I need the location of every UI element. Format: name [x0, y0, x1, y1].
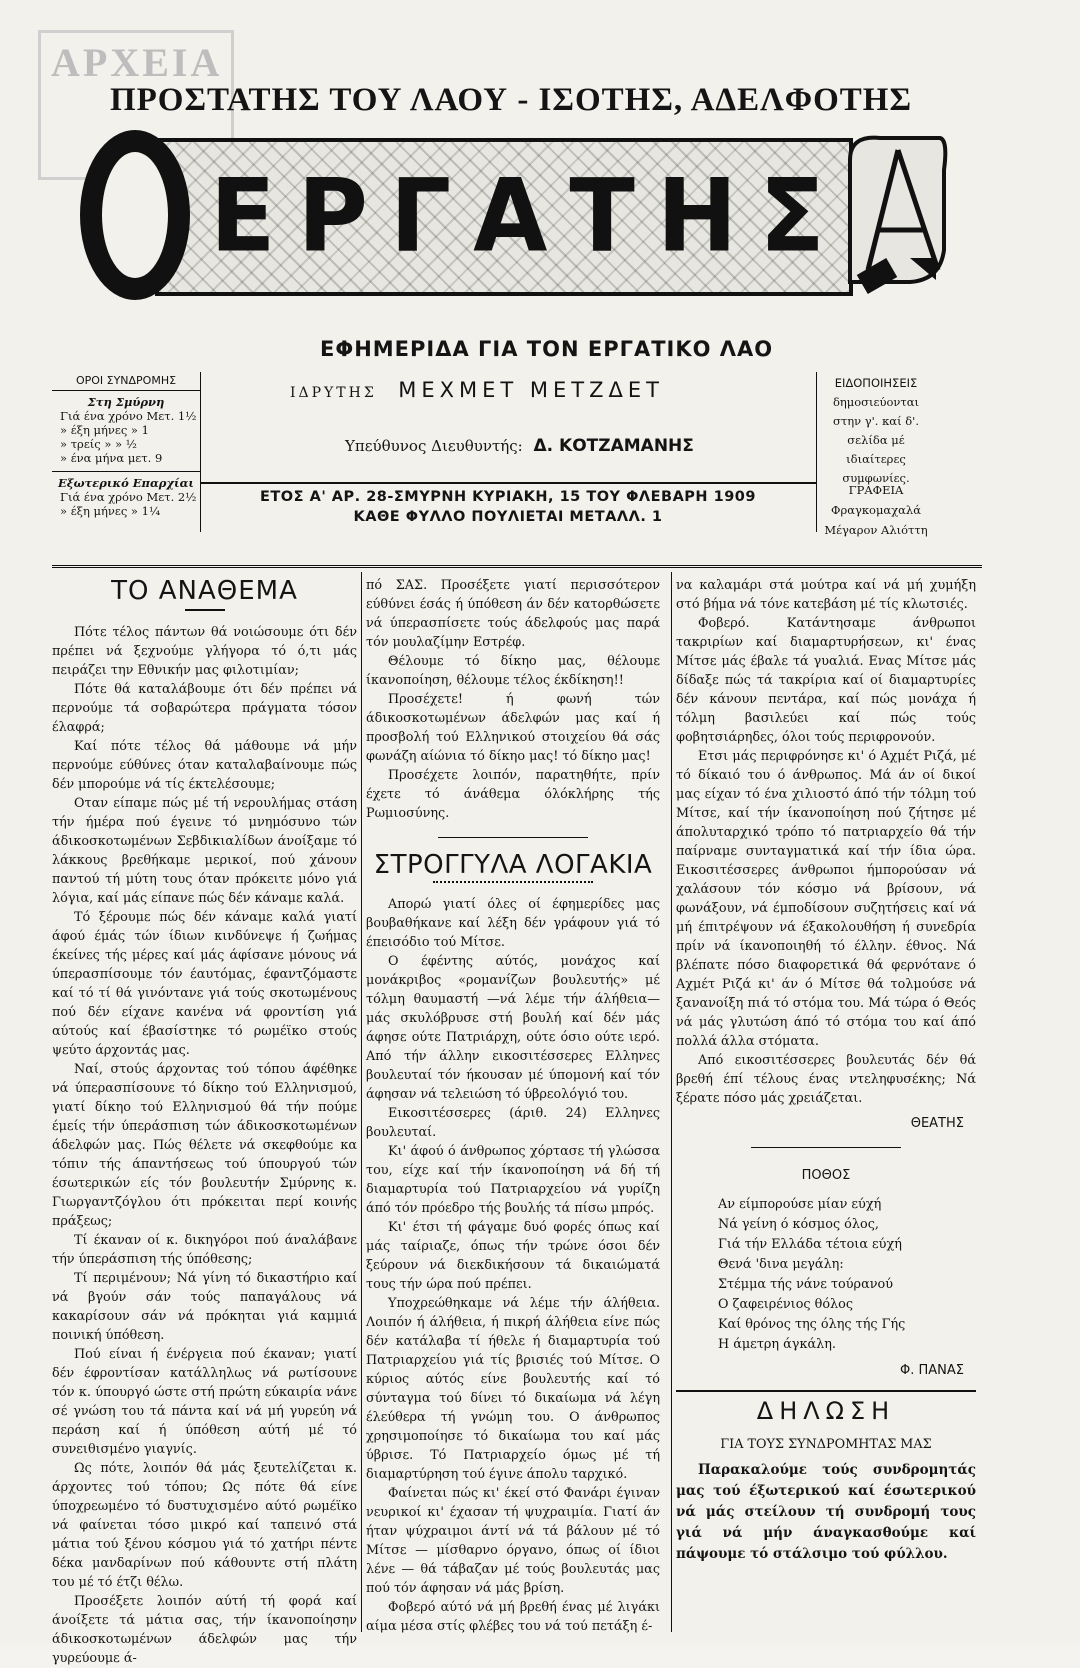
article-signature: ΘΕΑΤΗΣ [910, 1116, 964, 1131]
column-3 [676, 576, 976, 1565]
subscription-foreign-title: Εξωτερικό Επαρχίαι [58, 476, 194, 490]
poem-title: ΠΟΘΟΣ [801, 1168, 851, 1183]
column-divider [671, 572, 672, 1632]
article-paragraph: Προσέξετε λοιπόν αύτή τή φορά καί άνοίξετε τά μάτια σας, τήν ίκανοποίησην άδικοσκοτωμένων άδελφών μας τήν γυρεύουμε ά- [52, 1594, 357, 1666]
declaration-body: Παρακαλούμε τούς συνδρομητάς μας τού έξωτερικού καί έσωτερικού νά μάς στείλουν τή συνδρομή τους γιά νά μήν άναγκασθούμε καί πάψουμε τό στάλσιμο τού φύλλου. [676, 1462, 976, 1562]
article-paragraph: Πότε θά καταλάβουμε ότι δέν πρέπει νά περνούμε τά σοβαρώτερα πράγματα τόσον έλαφρά; [52, 682, 357, 735]
title-ornament [433, 881, 593, 883]
poem-line: Καί θρόνος της όλης τής Γής [718, 1317, 906, 1332]
subscription-row: Γιά ένα χρόνο Μετ. 2½ [60, 490, 197, 504]
offices-line: Μέγαρον Αλιόττη [824, 523, 928, 537]
founder-label: ΙΔΡΥΤΗΣ [290, 385, 377, 401]
article-paragraph: Τό ξέρουμε πώς δέν κάναμε καλά γιατί άφού έμάς τών ίδιων κινδύνεψε ή ζωήμας έκείνες τής μέρες καί μάς άφίσανε μόνους νά ύπερασπίσουμε τόν έαυτόμας, έφαντζόμαστε καί τό τί θά γινόντανε γιά τούς σκοτωμένους πού δέν είχανε κανένα νά φροντίση γιά αύτούς καί έβασίστηκε τό ρωμέϊκο στούς ψεύτο άρχοντάς μας. [52, 910, 357, 1058]
column-1 [52, 576, 357, 1668]
article-paragraph: Τί περιμένουν; Νά γίνη τό δικαστήριο καί νά βγούν σάν τούς παπαγάλους νά κακαρίσουν σάν νά πρόκηται γιά καμμιά ποινική ύπόθεση. [52, 1271, 357, 1343]
article-paragraph: Ως πότε, λοιπόν θά μάς ξευτελίζεται κ. άρχοντες τού τόπου; Ως πότε θά είνε ύποχρεωμένο τό δυστυχισμένο αύτό ρωμέϊκο νά φαίνεται τόσο μικρό καί ταπεινό στά μάτια τού ξένου κόσμου γιά τό χατήρι πέντε δέκα μανδαρίνων πού κάθουντε στή πλάτη του μέ τό έτζι θέλω. [52, 1461, 357, 1590]
poem-line: Η άμετρη άγκάλη. [718, 1337, 836, 1352]
article-paragraph: Υποχρεώθηκαμε νά λέμε τήν άλήθεια. Λοιπόν ή άλήθεια, ή πικρή άλήθεια είνε πώς δέν κατάλαβα τί ήθελε ή διαμαρτυρία τού Πατριαρχείου γιά τίς βρισιές τού Μίτσε. Ο κύριος αύτός είνε βουλευτής καί τό σύνταγμα τού δίνει τό δικαίωμα νά λέγη έλεύθερα τή γνώμη του. Ο άνθρωπος χρησιμοποίησε τό δικαίωμα του καί μάς ύβρισε. Τό Πατριαρχείο όμως μέ τή διαμαρτύρηση τού έγινε άπολυ ταρχικό. [366, 1296, 660, 1482]
issue-price: ΚΑΘΕ ΦΥΛΛΟ ΠΟΥΛΙΕΤΑΙ ΜΕΤΑΛΛ. 1 [353, 509, 663, 525]
article-paragraph: Φοβερό. Κατάντησαμε άνθρωποι τακριρίων καί διαμαρτυρήσεων, κι' ένας Μίτσε μάς έβαλε τά γυαλιά. Ενας Μίτσε μάς δίδαξε πώς τά τακρίρια καί οί διαμαρτυρίες δέν κάνουν πεντάρα, καί πώς μονάχα ή τόλμη βασιλεύει καί πώς τούς φοβητσιάρηδες, όλοι τούς περιφρονούν. [676, 616, 976, 745]
issue-rule [200, 482, 816, 484]
issue-date: ΕΤΟΣ Α' ΑΡ. 28-ΣΜΥΡΝΗ ΚΥΡΙΑΚΗ, 15 ΤΟΥ ΦΛΕΒΑΡΗ 1909 [260, 489, 756, 505]
column-2 [366, 576, 660, 1636]
article-paragraph: Τί έκαναν οί κ. δικηγόροι πού άναλάβανε τήν ύπεράσπιση τής ύπόθεσης; [52, 1233, 357, 1267]
article-title: ΤΟ ΑΝΑΘΕΜΑ [111, 576, 298, 606]
article-title: ΣΤΡΟΓΓΥΛΑ ΛΟΓΑΚΙΑ [373, 850, 653, 880]
article-paragraph: Ο έφέντης αύτός, μονάχος καί μονάκριβος «ρομανίζων βουλευτής» μέ τόλμη θαυμαστή —νά λέμε τήν άλήθεια— μάς σκυλόβρυσε στή βουλή καί δέν μάς άφησε ούτε Πατριάρχη, ούτε όσιο ούτε ιερό. Από τήν άλλην εικοσιτέσσερες Ελληνες βουλευταί τόν ήκουσαν μέ ύπομονή καί τόν άφησαν νά τελειώση τό ύβρεολόγιό του. [366, 954, 660, 1102]
subscription-row: » έξη μήνες » 1 [60, 423, 149, 437]
director-name: Δ. ΚΟΤΖΑΜΑΝΗΣ [533, 436, 694, 456]
newspaper-subtitle: ΕΦΗΜΕΡΙΔΑ ΓΙΑ ΤΟΝ ΕΡΓΑΤΙΚΟ ΛΑΟ [320, 337, 774, 361]
article-paragraph: Οταν είπαμε πώς μέ τή νερουλήμας στάση τήν ήμέρα πού έγεινε τό μνημόσυνο τών άδικοσκοτωμένων Σεβδικιαλίδων άνοίξαμε τό λάκκους βρεθήκαμε μερικοί, πού χάνουν παντού τή μύτη τους όταν πρόκειτε μόνο γιά λόγια, καί μάς είπανε πώς δέν κάναμε καλά. [52, 796, 357, 906]
article-paragraph: πό ΣΑΣ. Προσέξετε γιατί περισσότερον εύθύνει έσάς ή ύπόθεση άν δέν κατορθώσετε νά ύπερασπίσετε τούς άδελφούς μας παρά τόν μουλαζίμην Εστρέφ. [366, 578, 660, 650]
subscription-local-title: Στη Σμύρνη [87, 395, 165, 409]
declaration-recipient: ΓΙΑ ΤΟΥΣ ΣΥΝΔΡΟΜΗΤΑΣ ΜΑΣ [720, 1437, 932, 1452]
notices-header: ΕΙΔΟΠΟΙΗΣΕΙΣ [834, 376, 918, 390]
poem-line: Αν είμπορούσε μίαν εύχή [718, 1197, 882, 1212]
article-paragraph: Θέλουμε τό δίκηο μας, θέλουμε ίκανοποίηση, θέλουμε τέλος έκδίκηση!! [366, 654, 660, 688]
article-paragraph: Απορώ γιατί όλες οί έφημερίδες μας βουβαθήκανε καί λέξη δέν γράφουν γιά τό έπεισόδιο τού Μίτσε. [366, 897, 660, 950]
article-paragraph: Εικοσιτέσσερες (άριθ. 24) Ελληνες βουλευταί. [366, 1106, 660, 1140]
director-label: Υπεύθυνος Διευθυντής: [345, 437, 523, 455]
director-line [345, 436, 694, 456]
issue-info [200, 487, 816, 527]
offices-box [820, 480, 932, 540]
header-divider [816, 372, 817, 532]
masthead-title: ΕΡΓΑΤΗΣ [210, 157, 847, 275]
masthead-logo [80, 130, 950, 320]
article-paragraph: Ναί, στούς άρχοντας τού τόπου άφέθηκε νά ύπερασπίσουνε τό δίκηο τού Ελληνισμού, γιατί δίκηο τού Ελληνισμού θά τήν πούμε έμείς τήν ύπεράσπιση τών άδικοσκοτωμένων άδελφών μας. Πώς θέλετε νά σκεφθούμε κα τόπιν τής άπαντήσεως τού ύπουργού τών έσωτερικών είς τόν βουλευτήν Σμύρνης κ. Γιωργαντζόγλου ότι πρόκειται περί κοινής πράξεως; [52, 1062, 357, 1229]
article-divider [751, 1147, 901, 1148]
archive-stamp-text: ΑΡΧΕΙΑ [51, 40, 223, 85]
article-paragraph: Καί πότε τέλος θά μάθουμε νά μήν περνούμε εύθύνες όταν καταλαβαίνουμε πώς δέν μπορούμε νά τίς έκτελέσουμε; [52, 739, 357, 792]
article-paragraph: Πού είναι ή ένέργεια πού έκαναν; γιατί δέν έφροντίσαν κατάλληλως νά ρωτίσουνε τόν κ. ύπουργό ώστε στή πρώτη εύκαιρία νάνε σέ γνώση του τά πάντα καί νά μή γυρεύη νά περάση καί ή ύπόθεση αύτή μέ τό συνειθισμένο γιαγνίς. [52, 1347, 357, 1457]
poem-line: Θενά 'δινα μεγάλη: [718, 1257, 844, 1272]
title-dash [185, 609, 225, 611]
subscription-row: Γιά ένα χρόνο Μετ. 1½ [60, 409, 197, 423]
subscription-row: » τρείς » » ½ [60, 437, 137, 451]
compass-square-icon [840, 130, 950, 305]
article-paragraph: Ετσι μάς περιφρόνησε κι' ό Αχμέτ Ριζά, μέ τό δίκαιό του ό άνθρωπος. Μά άν οί δικοί μας είχαν τό ένα χιλιοστό άπό τήν τόλμη τού Μίτσε, καί τήν ίκανοποίηση πού ζήτησε μέ άπολυταρχικό τρόπο τό πατριαρχείο θά τήν παίρναμε συνταγματικά καί τήν ίδια ώρα. Εικοσιτέσσερες άνθρωποι ήμπορούσαν νά χαλάσουν τόν κόσμο νά βρίσουν, νά φωνάξουν, νά έμποδίσουν συζητήσεις καί νά μή έπιτρέψουν νά έξακολουθήση ή συνεδρία πρίν νά ίκανοποιηθή τό έλλην. έθνος. Νά βλέπατε πόσο διαφορετικά θά φερνότανε ό Αχμέτ Ριζά κι' άν ό Μίτσε θά τολμούσε νά ξανανοίξη πιά τό στόμα του. Μά τώρα ό Θεός νά μάς γλυτώση άπό τό στόμα του καί άπό πολλά άλλα στόματα. [676, 749, 976, 1049]
article-paragraph: Προσέχετε λοιπόν, παρατηθήτε, πρίν έχετε τό άνάθεμα όλόκλήρης τής Ρωμιοσύνης. [366, 768, 660, 821]
subscription-terms [52, 374, 200, 518]
article-paragraph: Φοβερό αύτό νά μή βρεθή ένας μέ λιγάκι αίμα μέσα στίς φλέβες του νά τού πετάξη έ- [366, 1600, 660, 1634]
masthead-initial [80, 130, 190, 300]
subscription-row: » έξη μήνες » 1¼ [60, 504, 161, 518]
poem-body [676, 1195, 976, 1355]
section-rule [676, 1390, 976, 1392]
column-divider [361, 572, 362, 1632]
poem-line: Στέμμα τής νάνε τούρανού [718, 1277, 893, 1292]
offices-header: ΓΡΑΦΕΙΑ [848, 483, 904, 497]
offices-line: Φραγκομαχαλά [831, 503, 921, 517]
article-paragraph: Πότε τέλος πάντων θά νοιώσουμε ότι δέν πρέπει νά ξεχνούμε γλήγορα τό ό,τι μάς πειράζει την Εθνικήν μας φιλοτιμίαν; [52, 625, 357, 678]
poem-line: Γιά τήν Ελλάδα τέτοια εύχή [718, 1237, 902, 1252]
subscription-header: ΟΡΟΙ ΣΥΝΔΡΟΜΗΣ [52, 374, 200, 391]
founder-line [290, 378, 664, 402]
article-paragraph: να καλαμάρι στά μούτρα καί νά μή χυμήξη στό βήμα νά τόνε κατεβάση μέ τίς κλωτσιές. [676, 578, 976, 612]
subscription-row: » ένα μήνα μετ. 9 [60, 451, 163, 465]
declaration-title: ΔΗΛΩΣΗ [756, 1397, 896, 1425]
founder-name: ΜΕΧΜΕΤ ΜΕΤΖΔΕΤ [398, 378, 664, 402]
masthead-motto: ΠΡΟΣΤΑΤΗΣ ΤΟΥ ΛΑΟΥ - ΙΣΟΤΗΣ, ΑΔΕΛΦΟΤΗΣ [109, 82, 913, 118]
article-paragraph: Φαίνεται πώς κι' έκεί στό Φανάρι έγιναν νευρικοί κι' έχασαν τή ψυχραιμία. Γιατί άν ήταν ψύχραιμοι άντί νά τά βάλουν μέ τό Μίτσε — μίσθαρνο όργανο, όπως οί ίδιοι λένε — θά τάβαζαν μέ τούς βουλευτάς μας πού τόν άφησαν νά μάς βρίση. [366, 1486, 660, 1596]
poem-line: Ο ζαφειρένιος θόλος [718, 1297, 854, 1312]
article-paragraph: Κι' άφού ό άνθρωπος χόρτασε τή γλώσσα του, είχε καί τήν ίκανοποίηση νά δή τή διαμαρτυρία τού Πατριαρχείου νά γυρίζη άπό τόν πρόεδρο τής βουλής τά πίσω μπρός. [366, 1144, 660, 1216]
article-paragraph: Προσέχετε! ή φωνή τών άδικοσκοτωμένων άδελφών μας καί ή προσβολή τού Ελληνικού στοιχείου θά σάς φωνάζη αίώνια τό δίκηο μας! τό δίκηο μας! [366, 692, 660, 764]
notices-text: δημοσιεύονται στην γ'. καί δ'. σελίδα μέ ιδιαίτερες συμφωνίες. [832, 395, 920, 485]
masthead-rule [52, 565, 982, 568]
subscription-divider [52, 471, 200, 472]
notices-box [820, 374, 932, 488]
poem-author: Φ. ΠΑΝΑΣ [900, 1363, 964, 1378]
poem-line: Νά γείνη ό κόσμος όλος, [718, 1217, 879, 1232]
article-paragraph: Κι' έτσι τή φάγαμε δυό φορές όπως καί μάς ταίριαζε, όπως τήν τρώνε όσοι δέν ξεύρουν νά διεκδικήσουν τά δικαιώματά τους τήν ώρα πού πρέπει. [366, 1220, 660, 1292]
article-paragraph: Από εικοσιτέσσερες βουλευτάς δέν θά βρεθή έπί τέλους ένας ντεληφυσέκης; Νά ξέρατε πόσο μάς χρειάζεται. [676, 1053, 976, 1106]
article-divider [438, 837, 588, 838]
